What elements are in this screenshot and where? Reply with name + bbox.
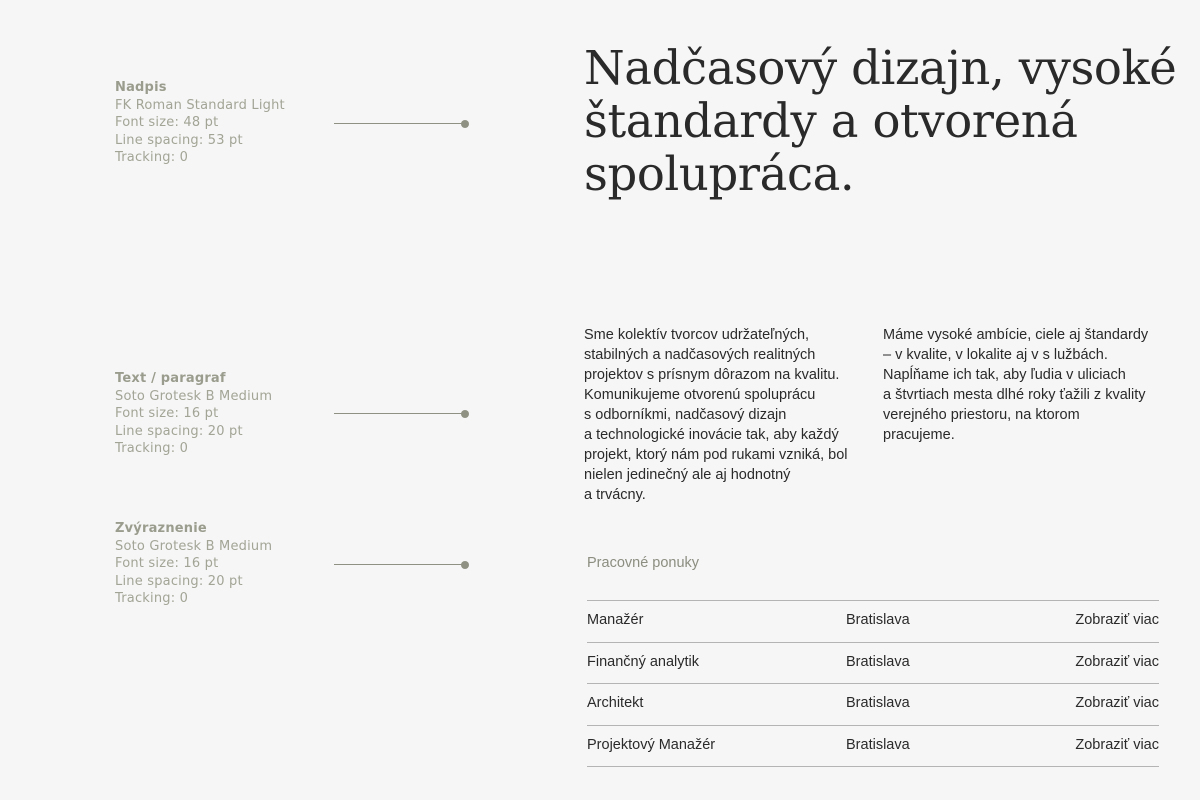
show-more-link[interactable]: Zobraziť viac xyxy=(1075,736,1159,753)
paragraph-left xyxy=(584,325,848,505)
headline-line: spolupráca. xyxy=(584,147,855,201)
paragraph-line: nielen jedinečný ale aj hodnotný xyxy=(584,467,791,483)
connector-line xyxy=(334,564,466,565)
spec-title: Text / paragraf xyxy=(115,371,226,386)
show-more-link[interactable]: Zobraziť viac xyxy=(1075,653,1159,670)
spec-highlight xyxy=(115,520,272,608)
paragraph-line: a trvácny. xyxy=(584,487,646,503)
paragraph-line: a technologické inovácie tak, aby každý xyxy=(584,427,839,443)
connector-dot xyxy=(461,561,469,569)
connector-dot xyxy=(461,120,469,128)
paragraph-line: verejného priestoru, na ktorom xyxy=(883,407,1080,423)
spec-font-size: Font size: 16 pt xyxy=(115,556,219,571)
spec-font: Soto Grotesk B Medium xyxy=(115,538,273,554)
paragraph-line: Napĺňame ich tak, aby ľudia v uliciach xyxy=(883,367,1126,383)
paragraph-line: a štvrtiach mesta dlhé roky ťažili z kvality xyxy=(883,387,1146,403)
paragraph-line: s odborníkmi, nadčasový dizajn xyxy=(584,407,787,423)
spec-font: Soto Grotesk B Medium xyxy=(115,388,273,404)
paragraph-line: Komunikujeme otvorenú spoluprácu xyxy=(584,387,816,403)
job-city: Bratislava xyxy=(846,695,910,711)
paragraph-right xyxy=(883,325,1148,445)
job-title: Finančný analytik xyxy=(587,653,700,670)
spec-tracking: Tracking: 0 xyxy=(115,150,189,165)
spec-title: Nadpis xyxy=(115,80,167,95)
job-city: Bratislava xyxy=(846,612,910,628)
job-city: Bratislava xyxy=(846,736,910,753)
spec-paragraph xyxy=(115,370,272,458)
job-title: Manažér xyxy=(587,612,644,628)
connector-line xyxy=(334,413,466,414)
paragraph-line: Sme kolektív tvorcov udržateľných, xyxy=(584,327,810,343)
spec-headline xyxy=(115,79,285,167)
page-headline xyxy=(584,42,1184,201)
show-more-link[interactable]: Zobraziť viac xyxy=(1075,612,1159,628)
paragraph-line: pracujeme. xyxy=(883,427,955,443)
spec-line-spacing: Line spacing: 20 pt xyxy=(115,423,243,439)
job-row xyxy=(587,643,1159,685)
job-row xyxy=(587,726,1159,768)
job-row xyxy=(587,601,1159,643)
job-title: Architekt xyxy=(587,695,644,711)
job-title: Projektový Manažér xyxy=(587,736,716,753)
paragraph-line: Máme vysoké ambície, ciele aj štandardy xyxy=(883,327,1149,343)
spec-line-spacing: Line spacing: 53 pt xyxy=(115,132,243,148)
job-row xyxy=(587,684,1159,726)
spec-font-size: Font size: 48 pt xyxy=(115,115,219,130)
spec-font: FK Roman Standard Light xyxy=(115,97,285,113)
spec-tracking: Tracking: 0 xyxy=(115,441,189,456)
jobs-heading: Pracovné ponuky xyxy=(587,555,700,571)
spec-font-size: Font size: 16 pt xyxy=(115,406,219,421)
headline-line: štandardy a otvorená xyxy=(584,94,1078,148)
paragraph-line: projektov s prísnym dôrazom na kvalitu. xyxy=(584,367,840,383)
headline-line: Nadčasový dizajn, vysoké xyxy=(584,41,1177,95)
spec-line-spacing: Line spacing: 20 pt xyxy=(115,573,243,589)
paragraph-line: – v kvalite, v lokalite aj v s lužbách. xyxy=(883,347,1108,363)
paragraph-line: stabilných a nadčasových realitných xyxy=(584,347,816,363)
job-city: Bratislava xyxy=(846,653,910,670)
connector-dot xyxy=(461,410,469,418)
spec-tracking: Tracking: 0 xyxy=(115,591,189,606)
connector-line xyxy=(334,123,466,124)
paragraph-line: projekt, ktorý nám pod rukami vzniká, bol xyxy=(584,447,848,463)
spec-title: Zvýraznenie xyxy=(115,521,207,536)
jobs-table xyxy=(587,600,1159,767)
show-more-link[interactable]: Zobraziť viac xyxy=(1075,695,1159,711)
